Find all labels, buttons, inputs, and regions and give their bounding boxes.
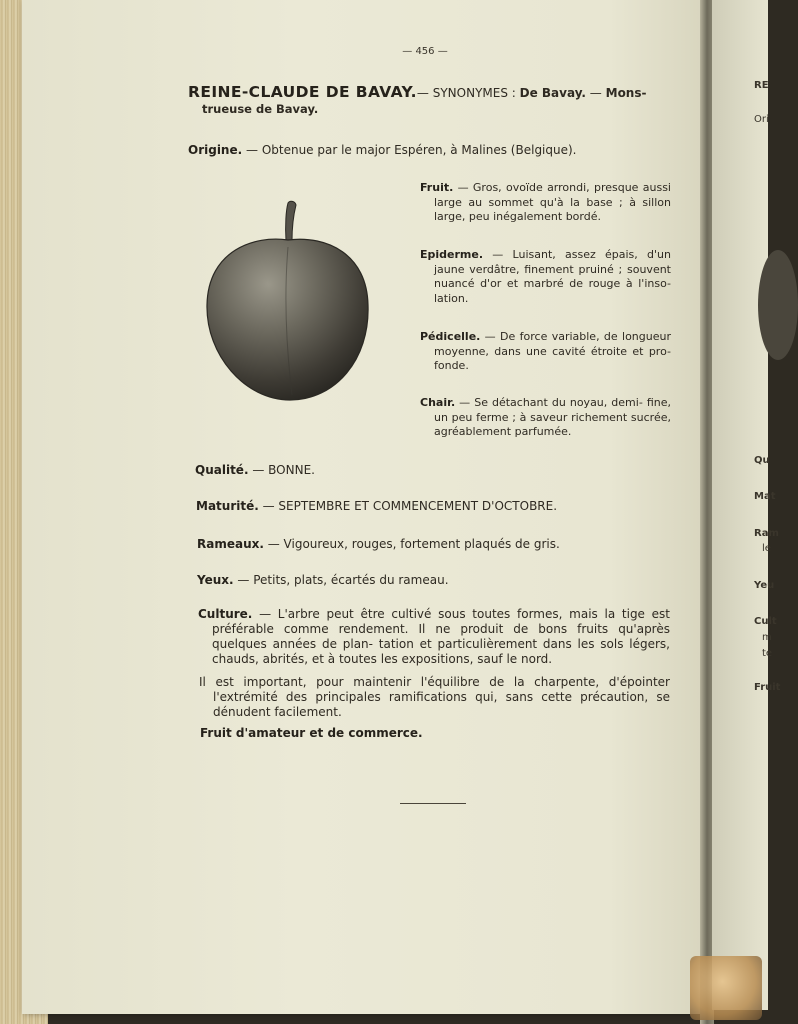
rameaux-text: — Vigoureux, rouges, fortement plaqués de gris. <box>263 537 560 551</box>
next-frag-4: Mat <box>754 491 776 502</box>
culture-text: — L'arbre peut être cultivé sous toutes formes, mais la tige est préférable comme rendement. Il ne produit de bons fruits qu'après quelques années de plan- tation et particulièrement dans les sols légers, chauds, abrités, et à toutes les expositions, sauf le nord. <box>212 607 670 666</box>
next-frag-2: Ori <box>754 114 769 125</box>
fruit-text: — Gros, ovoïde arrondi, presque aussi large au sommet qu'à la base ; à sillon large, peu inégalement bordé. <box>434 181 671 223</box>
fruit-title <box>188 82 668 116</box>
origine-label: Origine. <box>188 143 243 157</box>
next-frag-10: te <box>762 648 773 659</box>
page-number: — 456 — <box>402 46 448 57</box>
yeux-text: — Petits, plats, écartés du rameau. <box>233 573 449 587</box>
fruit-entry <box>420 181 671 225</box>
next-frag-3: Qu <box>754 455 770 466</box>
chair-label: Chair. <box>420 396 456 409</box>
maturite-text: — SEPTEMBRE ET COMMENCEMENT D'OCTOBRE. <box>258 499 558 513</box>
rameaux-entry <box>197 537 667 552</box>
next-page-illustration <box>758 250 798 360</box>
maturite-entry <box>196 499 666 514</box>
plum-illustration <box>200 195 376 405</box>
synonym-2: Mons- <box>605 86 647 100</box>
synonym-2-continued: trueuse de Bavay. <box>202 102 319 116</box>
rameaux-label: Rameaux. <box>197 537 264 551</box>
fruit-label: Fruit. <box>420 181 454 194</box>
epiderme-entry <box>420 248 671 306</box>
thumbnail-photo <box>690 956 762 1020</box>
next-frag-9: m <box>762 632 772 643</box>
syn-separator: — <box>585 86 606 100</box>
synonym-1: De Bavay. <box>519 86 586 100</box>
next-page-edge <box>712 0 781 1010</box>
qualite-text: — BONNE. <box>248 463 315 477</box>
end-rule <box>400 803 466 804</box>
next-frag-1: RE <box>754 80 769 91</box>
closing-text: Fruit d'amateur et de commerce. <box>200 726 423 740</box>
title-main: REINE-CLAUDE DE BAVAY. <box>188 83 417 101</box>
qualite-entry <box>195 463 665 478</box>
chair-text: — Se détachant du noyau, demi- fine, un peu ferme ; à saveur richement sucrée, agréablement parfumée. <box>434 396 671 438</box>
culture-note: Il est important, pour maintenir l'équilibre de la charpente, d'épointer l'extrémité des principales ramifications qui, sans cette précaution, se dénudent facilement. <box>199 675 670 719</box>
next-frag-8: Cult <box>754 616 777 627</box>
pedicelle-label: Pédicelle. <box>420 330 481 343</box>
syn-prefix: — SYNONYMES : <box>416 86 520 100</box>
pedicelle-entry <box>420 330 671 374</box>
closing-line <box>200 726 600 741</box>
culture-entry <box>198 607 670 667</box>
title-synonyms <box>417 86 647 100</box>
epiderme-text: — Luisant, assez épais, d'un jaune verdâtre, finement pruiné ; souvent nuancé d'or et marbré de rouge à l'inso- lation. <box>434 248 671 305</box>
chair-entry <box>420 396 671 440</box>
yeux-label: Yeux. <box>197 573 234 587</box>
pedicelle-text: — De force variable, de longueur moyenne, dans une cavité étroite et pro- fonde. <box>434 330 671 372</box>
next-frag-11: Fruit <box>754 682 781 693</box>
origine-text: — Obtenue par le major Espéren, à Malines (Belgique). <box>242 143 577 157</box>
epiderme-label: Epiderme. <box>420 248 484 261</box>
next-frag-5: Ram <box>754 528 779 539</box>
maturite-label: Maturité. <box>196 499 259 513</box>
yeux-entry <box>197 573 667 588</box>
next-frag-6: le <box>762 543 771 554</box>
culture-label: Culture. <box>198 607 253 621</box>
origine-entry <box>188 143 668 158</box>
qualite-label: Qualité. <box>195 463 249 477</box>
next-frag-7: Yeu <box>754 580 775 591</box>
